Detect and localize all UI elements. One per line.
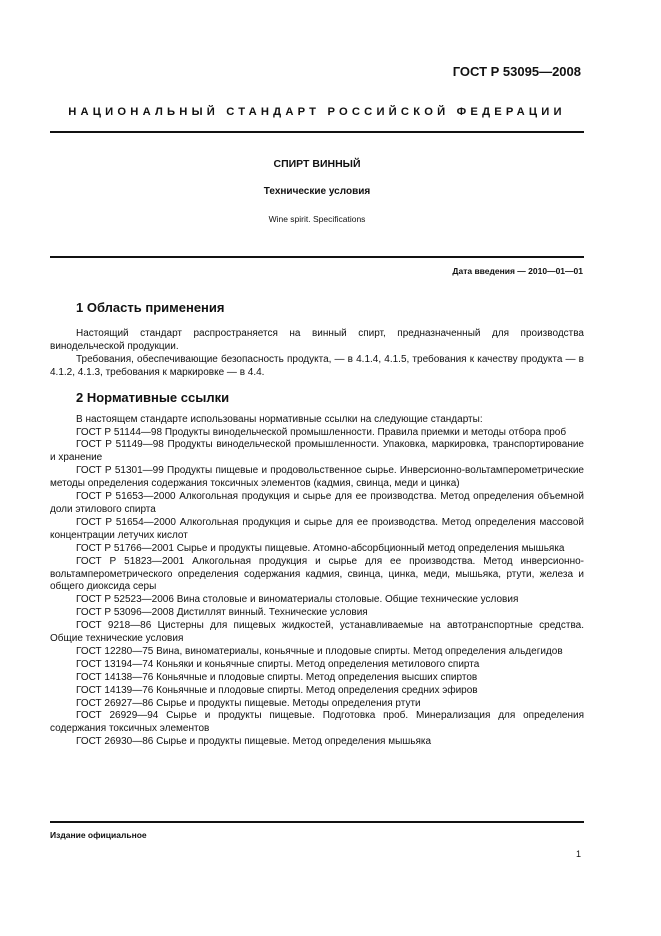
reference-item: ГОСТ 26930—86 Сырье и продукты пищевые. Метод определения мышьяка [76, 736, 432, 748]
english-title: Wine spirit. Specifications [268, 214, 366, 224]
reference-item: ГОСТ 13194—74 Коньяки и коньячные спирты. Метод определения метилового спирта [76, 658, 480, 670]
reference-item: ГОСТ Р 51654—2000 Алкогольная продукция и сырье для ее производства. Метод определения массовой концентрации летучих кислот [50, 516, 584, 541]
reference-item: ГОСТ 26929—94 Сырье и продукты пищевые. Подготовка проб. Минерализация для определения содержания токсичных элементов [50, 710, 584, 735]
title-divider [50, 256, 584, 258]
reference-item: ГОСТ 26927—86 Сырье и продукты пищевые. Методы определения ртути [76, 697, 421, 709]
document-title: СПИРТ ВИННЫЙ [273, 158, 361, 170]
introduction-date: Дата введения — 2010—01—01 [452, 266, 583, 276]
reference-item: ГОСТ Р 52523—2006 Вина столовые и виноматериалы столовые. Общие технические условия [76, 594, 519, 606]
section-1-heading: 1 Область применения [76, 300, 225, 315]
page-number: 1 [575, 849, 581, 859]
reference-item: ГОСТ Р 51766—2001 Сырье и продукты пищевые. Атомно-абсорбционный метод определения мышьяка [76, 542, 565, 554]
reference-item: ГОСТ 9218—86 Цистерны для пищевых жидкостей, устанавливаемые на автотранспортные средства. Общие технические условия [50, 620, 584, 645]
reference-item: ГОСТ 12280—75 Вина, виноматериалы, коньячные и плодовые спирты. Метод определения альдегидов [76, 645, 563, 657]
reference-item: ГОСТ Р 53096—2008 Дистиллят винный. Технические условия [76, 607, 368, 619]
top-divider [50, 131, 584, 133]
paragraph: Требования, обеспечивающие безопасность продукта, — в 4.1.4, 4.1.5, требования к качеству продукта — в 4.1.2, 4.1.3, требования к маркировке — в 4.4. [50, 353, 584, 378]
reference-item: ГОСТ 14139—76 Коньячные и плодовые спирты. Метод определения средних эфиров [76, 684, 478, 696]
paragraph: В настоящем стандарте использованы нормативные ссылки на следующие стандарты: [76, 413, 483, 425]
reference-item: ГОСТ Р 51144—98 Продукты винодельческой промышленности. Правила приемки и методы отбора проб [76, 426, 567, 438]
gost-code: ГОСТ Р 53095—2008 [452, 64, 581, 79]
document-subtitle: Технические условия [263, 186, 371, 197]
reference-item: ГОСТ Р 51653—2000 Алкогольная продукция и сырье для ее производства. Метод определения объемной доли этилового спирта [50, 491, 584, 515]
reference-item: ГОСТ 14138—76 Коньячные и плодовые спирты. Метод определения высших спиртов [76, 671, 478, 683]
reference-item: ГОСТ Р 51823—2001 Алкогольная продукция и сырье для ее производства. Метод инверсионно-вольтамперометрического определения содержания кадмия, свинца, цинка, меди, мышьяка, ртути, железа и общего диоксида серы [50, 555, 584, 593]
national-standard-title: НАЦИОНАЛЬНЫЙ СТАНДАРТ РОССИЙСКОЙ ФЕДЕРАЦИИ [68, 106, 566, 118]
footer-divider [50, 821, 584, 823]
edition-note: Издание официальное [50, 830, 147, 840]
reference-item: ГОСТ Р 51301—99 Продукты пищевые и продовольственное сырье. Инверсионно-вольтамперометрические методы определения содержания токсичных элементов (кадмия, свинца, меди и цинка) [50, 465, 584, 490]
document-body [50, 300, 584, 749]
reference-item: ГОСТ Р 51149—98 Продукты винодельческой промышленности. Упаковка, маркировка, транспортирование и хранение [50, 439, 584, 464]
section-2-heading: 2 Нормативные ссылки [76, 389, 230, 405]
paragraph: Настоящий стандарт распространяется на винный спирт, предназначенный для производства винодельческой продукции. [50, 328, 584, 352]
